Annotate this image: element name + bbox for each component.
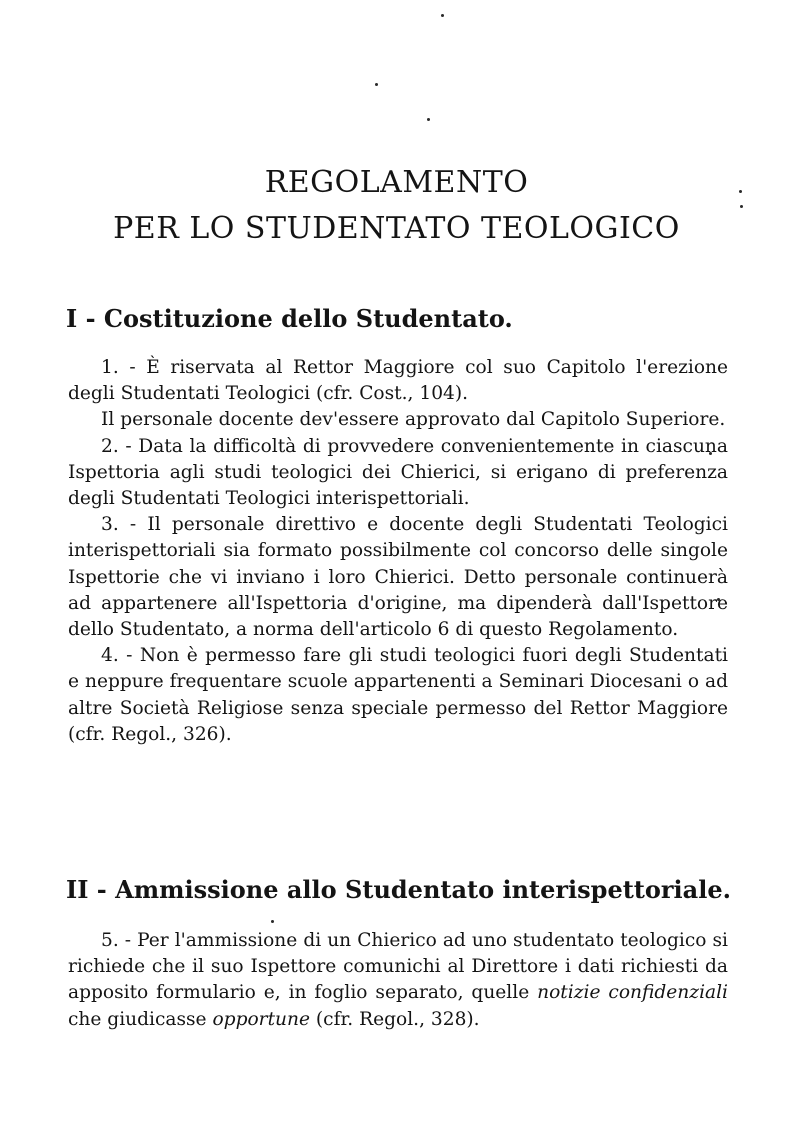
article-2: 2. - Data la difficoltà di provvedere convenientemente in ciascuna Ispettoria agli studi teologici dei Chierici, si erigano di preferenza degli Studentati Teologici interispettoriali. xyxy=(68,435,728,510)
article-5-text-a: 5. - Per l'ammissione di un Chierico ad uno studentato teologico si richiede che il suo Ispettore comunichi al Direttore i dati richiesti da apposito formulario e, in foglio separato, quelle xyxy=(68,930,728,1004)
article-3: 3. - Il personale direttivo e docente degli Studentati Teologici interispettoriali sia formato possibilmente col concorso delle singole Ispettorie che vi inviano i loro Chierici. Detto personale continuerà ad appartenere all'Ispettoria d'origine, ma dipenderà dall'Ispettore dello Studentato, a norma dell'articolo 6 di questo Regolamento. xyxy=(68,514,728,641)
article-5-emphasis-2: opportune xyxy=(212,1008,310,1030)
document-title-line2: PER LO STUDENTATO TEOLOGICO xyxy=(113,211,680,246)
document-title-line1: REGOLAMENTO xyxy=(264,165,529,200)
article-5 xyxy=(68,928,728,1033)
scan-speck xyxy=(740,205,743,208)
section1-body xyxy=(68,355,728,748)
article-5-text-b: che giudicasse xyxy=(68,1008,213,1030)
section1-heading: I - Costituzione dello Studentato. xyxy=(66,304,513,333)
article-1-note: Il personale docente dev'essere approvato dal Capitolo Superiore. xyxy=(101,409,726,431)
article-4: 4. - Non è permesso fare gli studi teologici fuori degli Studentati e neppure frequentare scuole appartenenti a Seminari Diocesani o ad altre Società Religiose senza speciale permesso del Rettor Maggiore (cfr. Regol., 326). xyxy=(68,645,728,745)
section2-heading: II - Ammissione allo Studentato interispettoriale. xyxy=(66,875,731,904)
article-1: 1. - È riservata al Rettor Maggiore col suo Capitolo l'erezione degli Studentati Teologici (cfr. Cost., 104). xyxy=(68,357,728,405)
article-5-text-c: (cfr. Regol., 328). xyxy=(310,1008,480,1030)
scan-speck xyxy=(271,920,274,923)
scan-speck xyxy=(375,83,378,86)
scan-speck xyxy=(441,14,444,17)
article-5-emphasis-1: notizie confidenziali xyxy=(537,982,728,1004)
section2-body xyxy=(68,928,728,1033)
scan-speck xyxy=(427,118,430,121)
